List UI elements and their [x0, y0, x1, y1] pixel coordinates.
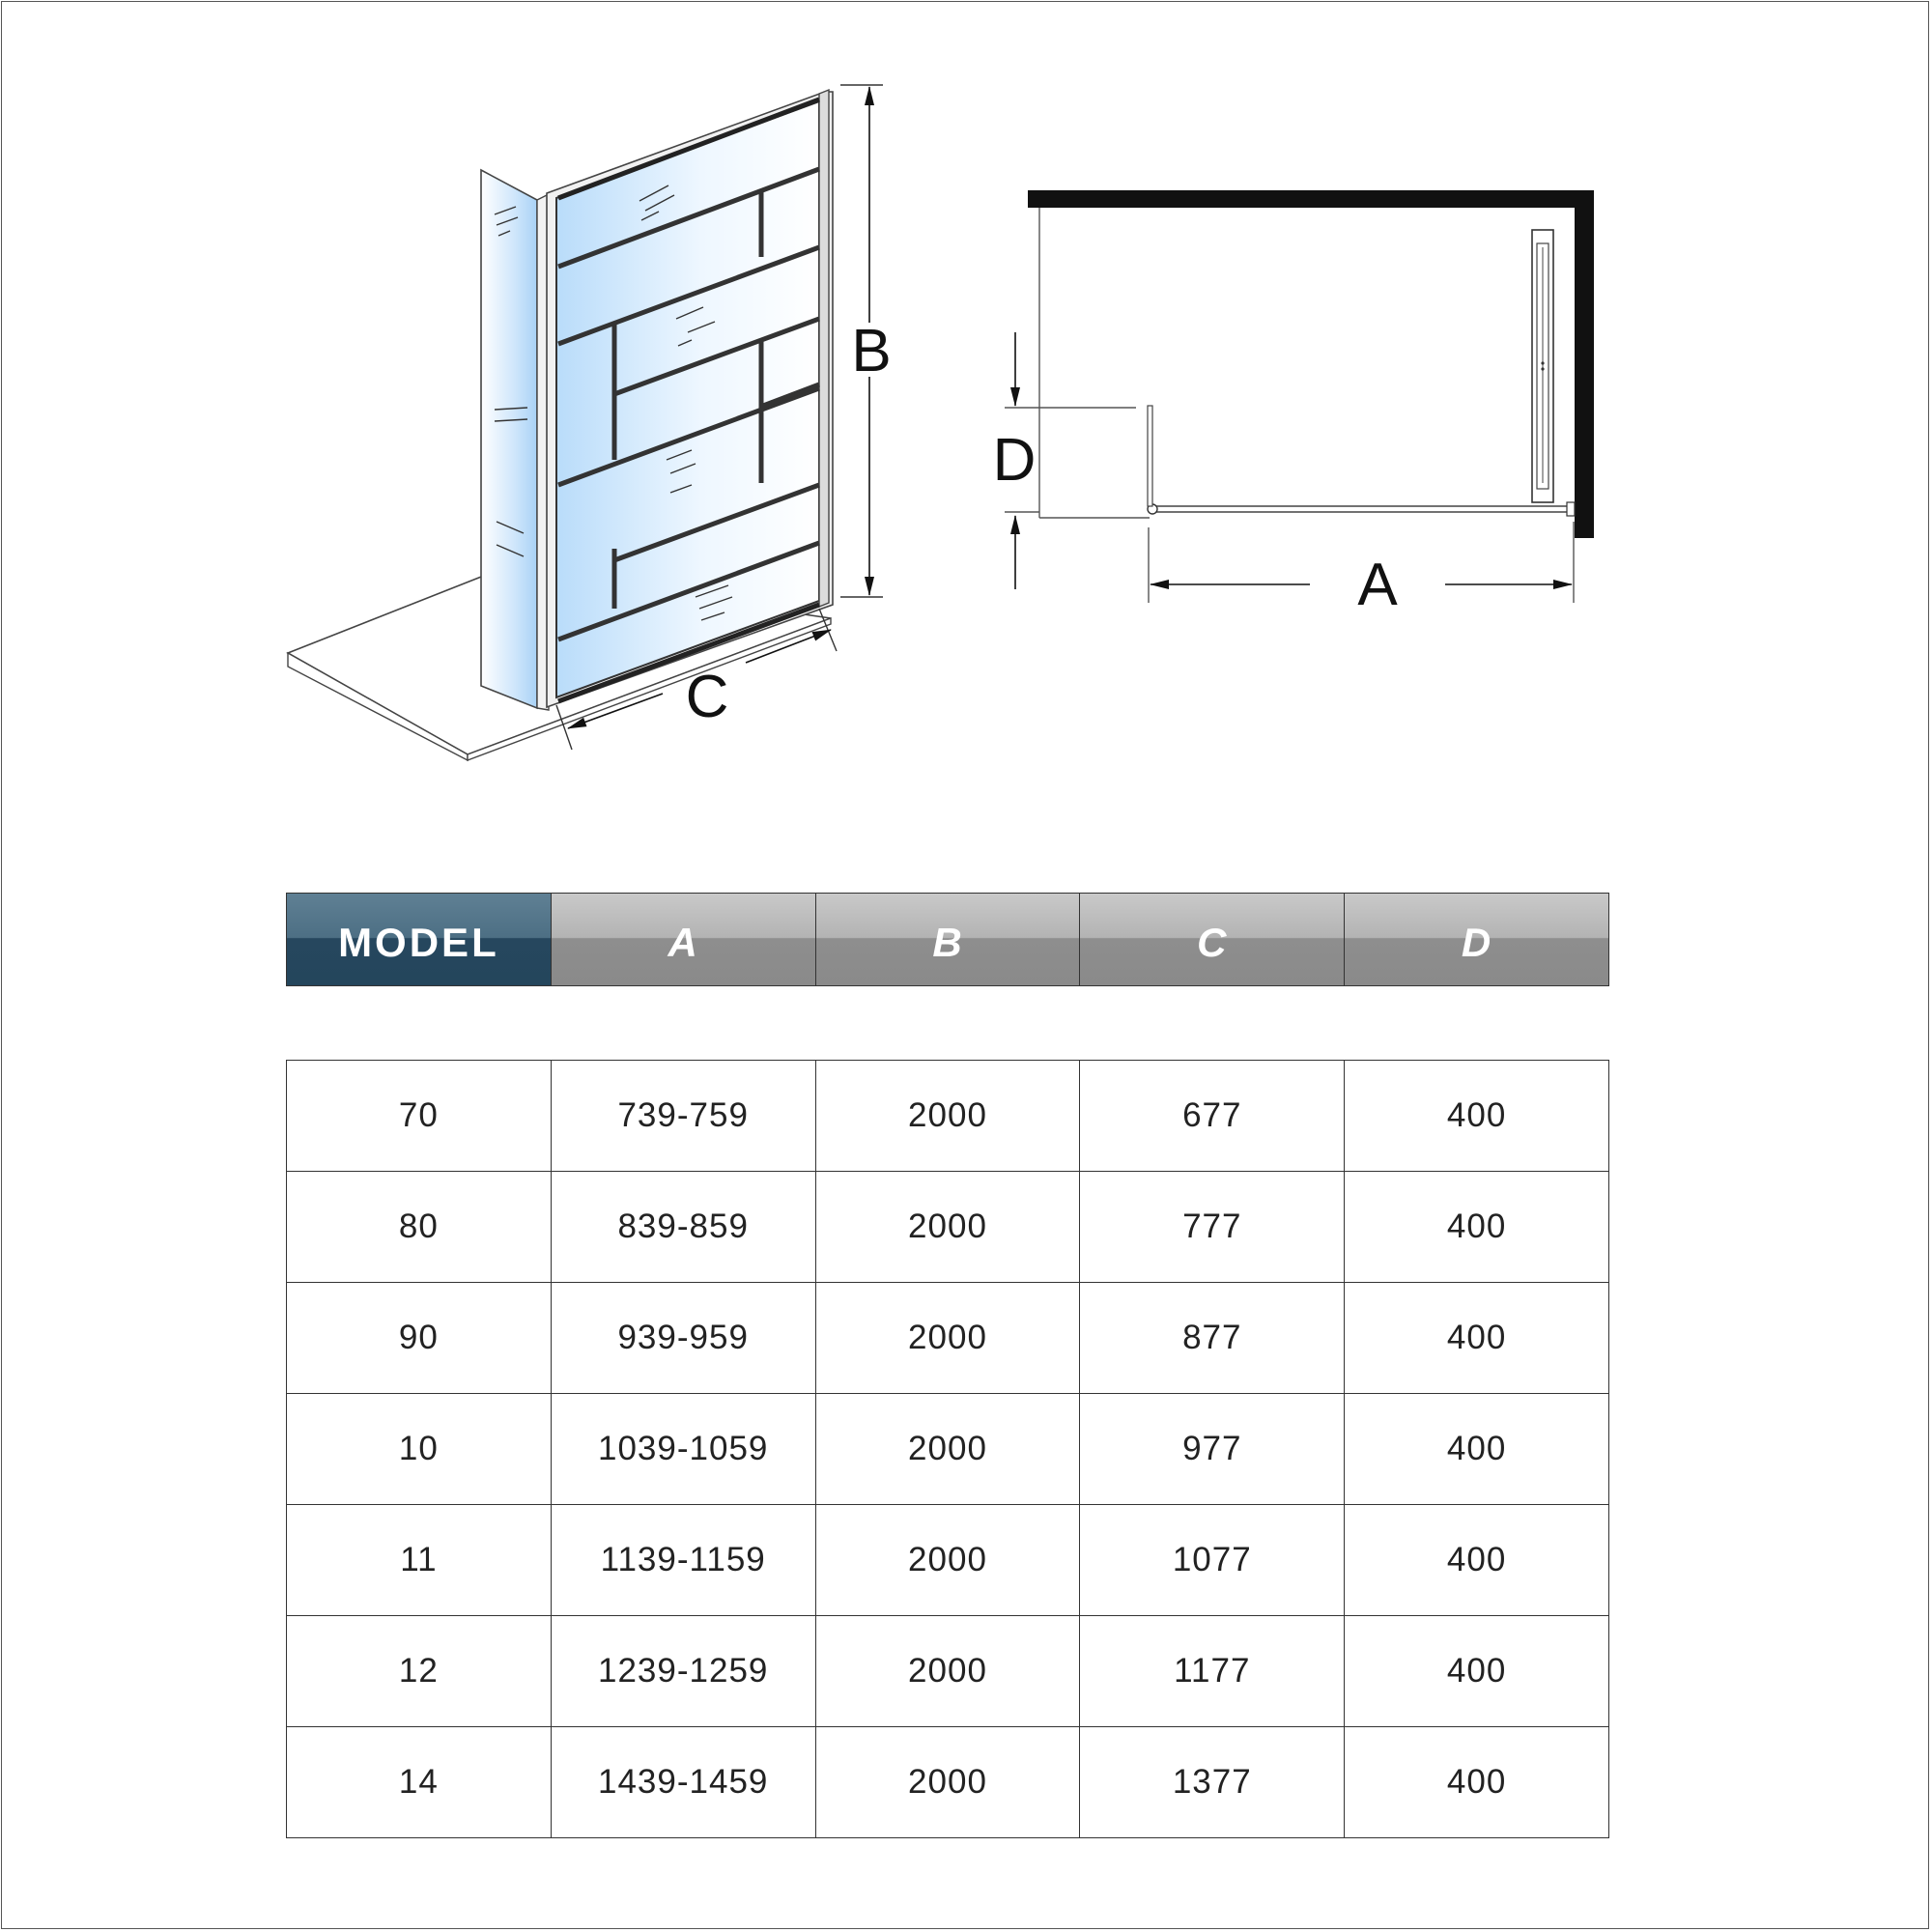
- header-cell-c: C: [1079, 894, 1344, 985]
- cell-a: 1439-1459: [551, 1727, 815, 1838]
- cell-b: 2000: [815, 1061, 1080, 1172]
- isometric-view: [288, 85, 892, 760]
- header-cell-a: A: [551, 894, 815, 985]
- dimension-label-d: D: [992, 427, 1037, 494]
- cell-d: 400: [1345, 1727, 1609, 1838]
- cell-c: 1077: [1080, 1505, 1345, 1616]
- shower-diagram: [0, 0, 1932, 831]
- table-row: [287, 1283, 1609, 1394]
- plan-view: [993, 190, 1594, 618]
- cell-d: 400: [1345, 1061, 1609, 1172]
- cell-c: 677: [1080, 1061, 1345, 1172]
- cell-d: 400: [1345, 1505, 1609, 1616]
- cell-b: 2000: [815, 1505, 1080, 1616]
- side-panel: [481, 170, 549, 710]
- header-cell-b: B: [815, 894, 1080, 985]
- cell-c: 1377: [1080, 1727, 1345, 1838]
- plan-glass-panel: [1148, 406, 1575, 516]
- cell-c: 877: [1080, 1283, 1345, 1394]
- cell-b: 2000: [815, 1172, 1080, 1283]
- cell-c: 977: [1080, 1394, 1345, 1505]
- cell-c: 777: [1080, 1172, 1345, 1283]
- table-row: [287, 1061, 1609, 1172]
- table-row: [287, 1505, 1609, 1616]
- cell-model: 10: [287, 1394, 552, 1505]
- drain-channel: [1532, 230, 1553, 502]
- cell-d: 400: [1345, 1394, 1609, 1505]
- dimension-d: [993, 332, 1136, 589]
- cell-d: 400: [1345, 1616, 1609, 1727]
- header-cell-d: D: [1344, 894, 1608, 985]
- cell-a: 839-859: [551, 1172, 815, 1283]
- dimension-label-b: B: [851, 318, 892, 384]
- cell-a: 1239-1259: [551, 1616, 815, 1727]
- cell-model: 90: [287, 1283, 552, 1394]
- dimension-label-c: C: [685, 664, 729, 730]
- table-row: [287, 1172, 1609, 1283]
- table-header: [286, 893, 1609, 986]
- cell-model: 12: [287, 1616, 552, 1727]
- cell-model: 14: [287, 1727, 552, 1838]
- cell-c: 1177: [1080, 1616, 1345, 1727]
- cell-a: 739-759: [551, 1061, 815, 1172]
- header-cell-model: MODEL: [287, 894, 551, 985]
- cell-a: 1039-1059: [551, 1394, 815, 1505]
- cell-d: 400: [1345, 1172, 1609, 1283]
- cell-b: 2000: [815, 1616, 1080, 1727]
- cell-b: 2000: [815, 1394, 1080, 1505]
- cell-a: 1139-1159: [551, 1505, 815, 1616]
- dimension-a: [1149, 522, 1574, 618]
- dimension-label-a: A: [1357, 552, 1398, 618]
- table-row: [287, 1727, 1609, 1838]
- cell-a: 939-959: [551, 1283, 815, 1394]
- cell-model: 80: [287, 1172, 552, 1283]
- back-wall: [1028, 190, 1594, 208]
- table-row: [287, 1616, 1609, 1727]
- table-row: [287, 1394, 1609, 1505]
- main-panel: [547, 90, 833, 707]
- dimensions-table: [286, 1060, 1609, 1838]
- cell-model: 70: [287, 1061, 552, 1172]
- cell-d: 400: [1345, 1283, 1609, 1394]
- dimension-b: [840, 85, 892, 597]
- side-wall: [1575, 190, 1594, 538]
- cell-model: 11: [287, 1505, 552, 1616]
- cell-b: 2000: [815, 1727, 1080, 1838]
- cell-b: 2000: [815, 1283, 1080, 1394]
